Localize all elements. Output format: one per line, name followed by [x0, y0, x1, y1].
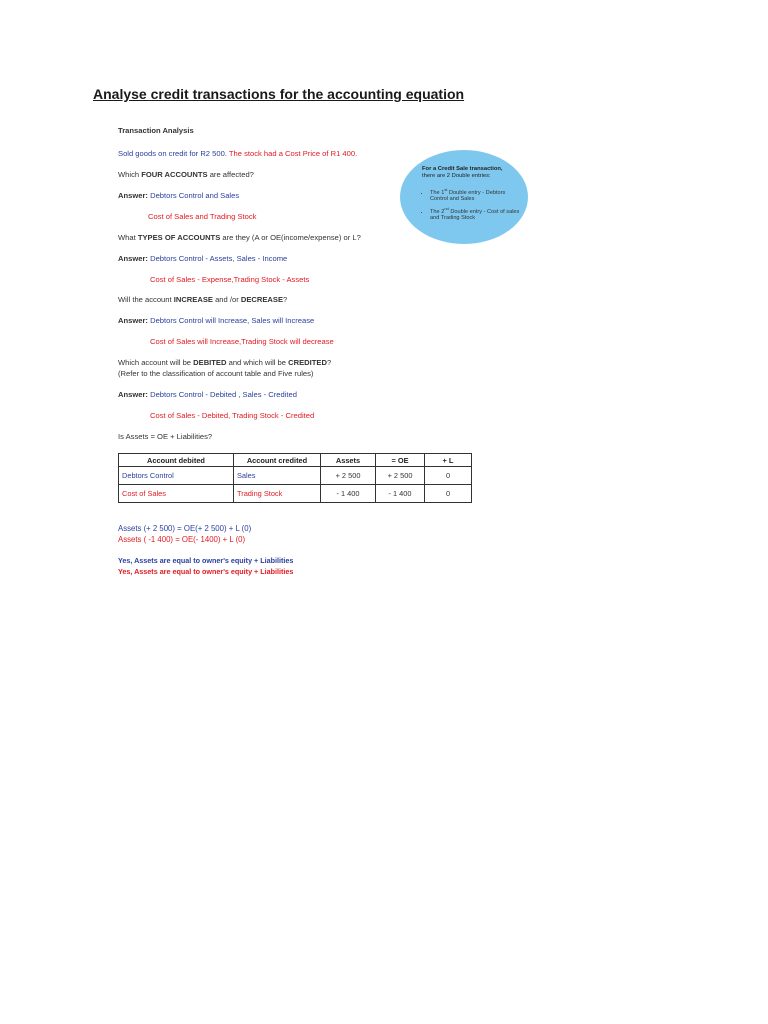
bubble-item1-sup: st [444, 187, 448, 192]
answer-label: Answer: [118, 316, 148, 325]
answer-debited-credited-red: Cost of Sales - Debited, Trading Stock - Credited [150, 411, 315, 420]
transaction-blue: Sold goods on credit for R2 500. [118, 149, 227, 158]
question-equation: Is Assets = OE + Liabilities? [118, 432, 213, 441]
q4-bold2: CREDITED [288, 358, 327, 367]
q3-bold2: DECREASE [240, 295, 284, 304]
cell-assets: - 1 400 [321, 485, 376, 503]
bubble-subtitle: there are 2 Double entries: [422, 173, 491, 179]
transaction-statement [118, 149, 357, 158]
cell-debited: Debtors Control [119, 467, 234, 485]
transaction-red: The stock had a Cost Price of R1 400. [226, 149, 358, 158]
cell-l: 0 [425, 485, 472, 503]
q4-bold1: DEBITED [193, 358, 227, 367]
bubble-item1-post: Double entry - Debtors Control and Sales [430, 189, 506, 203]
cell-credited: Trading Stock [234, 485, 321, 503]
conclusion-2: Yes, Assets are equal to owner's equity + Liabilities [118, 567, 294, 576]
bubble-item [430, 187, 520, 203]
equation-line-2: Assets ( -1 400) = OE(- 1400) + L (0) [118, 535, 246, 544]
q1-pre: Which [118, 170, 142, 179]
cell-oe: + 2 500 [376, 467, 425, 485]
answer-label: Answer: [118, 191, 148, 200]
table-row [119, 485, 472, 503]
info-bubble [400, 150, 528, 244]
bubble-item1-pre: The 1 [430, 189, 445, 196]
q3-post: ? [283, 295, 288, 304]
col-oe: = OE [376, 454, 425, 467]
cell-credited: Sales [234, 467, 321, 485]
answer-debited-credited [118, 390, 297, 399]
equation-line-1: Assets (+ 2 500) = OE(+ 2 500) + L (0) [118, 524, 252, 533]
q4-post: ? [326, 358, 332, 367]
a1-blue: Debtors Control and Sales [147, 191, 240, 200]
question-four-accounts [118, 170, 254, 179]
answer-label: Answer: [118, 390, 148, 399]
bubble-item2-sup: nd [444, 205, 449, 211]
bubble-item2-post: Double entry - Cost of sales and Trading Stock [430, 208, 520, 222]
col-account-debited: Account debited [119, 454, 234, 467]
answer-types-red: Cost of Sales - Expense,Trading Stock - Assets [150, 275, 310, 284]
cell-oe: - 1 400 [376, 485, 425, 503]
question-debited-credited [118, 358, 331, 367]
answer-increase-decrease-red: Cost of Sales will Increase,Trading Stock will decrease [150, 337, 334, 346]
a4-blue: Debtors Control - Debited , Sales - Credited [147, 390, 297, 399]
bubble-item2-pre: The 2 [430, 208, 445, 215]
q3-pre: Will the account [118, 295, 174, 304]
question-increase-decrease [118, 295, 287, 304]
answer-label: Answer: [118, 254, 148, 263]
q4-mid: and which will be [226, 358, 289, 367]
cell-l: 0 [425, 467, 472, 485]
q3-mid: and /or [212, 295, 241, 304]
q2-post: are they (A or OE(income/expense) or L? [220, 233, 361, 242]
q3-bold1: INCREASE [173, 295, 213, 304]
col-assets: Assets [321, 454, 376, 467]
bubble-heading [422, 166, 514, 180]
q1-post: are affected? [207, 170, 254, 179]
answer-types [118, 254, 287, 263]
answer-four-accounts [118, 191, 239, 200]
q2-pre: What [118, 233, 138, 242]
accounts-table [118, 453, 472, 503]
conclusion-1: Yes, Assets are equal to owner's equity + Liabilities [118, 556, 294, 565]
page-title: Analyse credit transactions for the accounting equation [93, 86, 465, 102]
analysis-heading: Transaction Analysis [118, 126, 194, 135]
table-row [119, 467, 472, 485]
bubble-item [430, 206, 520, 222]
question-types-of-accounts [118, 233, 361, 242]
cell-debited: Cost of Sales [119, 485, 234, 503]
answer-increase-decrease [118, 316, 314, 325]
col-l: + L [425, 454, 472, 467]
a2-blue: Debtors Control - Assets, Sales - Income [147, 254, 288, 263]
table-header-row [119, 454, 472, 467]
answer-four-accounts-red: Cost of Sales and Trading Stock [148, 212, 257, 221]
q2-bold: TYPES OF ACCOUNTS [137, 233, 221, 242]
question-note: (Refer to the classification of account table and Five rules) [118, 369, 314, 378]
col-account-credited: Account credited [234, 454, 321, 467]
bubble-title: For a Credit Sale transaction, [422, 166, 503, 172]
q1-bold: FOUR ACCOUNTS [141, 170, 208, 179]
cell-assets: + 2 500 [321, 467, 376, 485]
a3-blue: Debtors Control will Increase, Sales will Increase [147, 316, 315, 325]
bubble-list [418, 187, 520, 225]
q4-pre: Which account will be [118, 358, 194, 367]
